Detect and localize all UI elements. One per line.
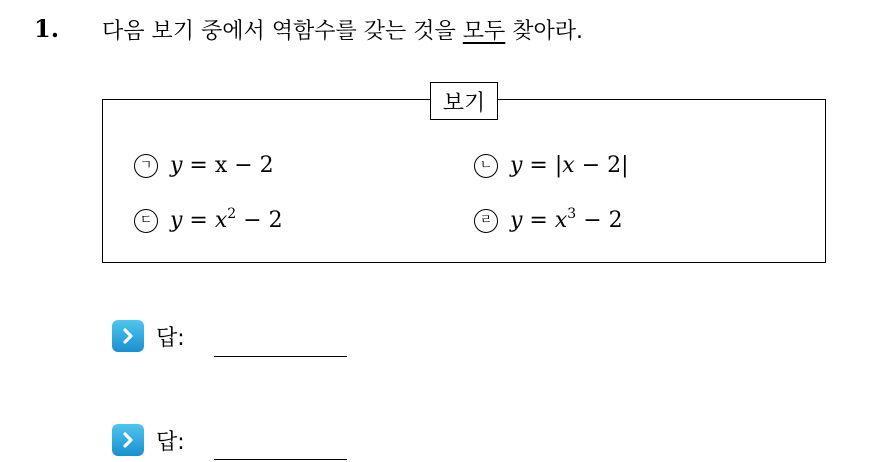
choice-a	[134, 153, 274, 178]
choice-c	[134, 208, 283, 233]
circled-marker-b: ㄴ	[474, 154, 498, 178]
formula-c-lhs: y	[170, 208, 183, 233]
formula-d-eq: =	[522, 208, 555, 233]
formula-d-var: x	[554, 208, 568, 233]
answer-row-1	[112, 320, 185, 352]
formula-a-lhs: y	[170, 153, 183, 178]
formula-a-eq: =	[182, 153, 215, 178]
formula-b	[510, 153, 629, 178]
bogi-box	[102, 99, 826, 263]
answer-label-1: 답:	[156, 325, 185, 351]
formula-b-var: x	[562, 153, 575, 178]
formula-a	[170, 153, 274, 178]
answer-blank-1[interactable]	[214, 356, 347, 357]
formula-d	[510, 208, 623, 233]
formula-b-eq: =	[522, 153, 555, 178]
circled-marker-d: ㄹ	[474, 209, 498, 233]
formula-a-body: x − 2	[214, 153, 274, 178]
answer-label-2: 답:	[156, 429, 185, 455]
formula-c-eq: =	[182, 208, 215, 233]
question-text-after: 찾아라.	[505, 19, 584, 44]
bogi-title: 보기	[430, 82, 498, 120]
formula-c	[170, 208, 283, 233]
answer-blank-2[interactable]	[214, 459, 347, 460]
question-number: 1.	[34, 14, 60, 43]
circled-marker-a: ㄱ	[134, 154, 158, 178]
answer-row-2	[112, 424, 185, 456]
choice-d	[474, 208, 623, 233]
formula-d-exp: 3	[567, 206, 577, 222]
formula-d-tail: − 2	[576, 208, 623, 233]
formula-c-exp: 2	[227, 206, 237, 222]
formula-d-lhs: y	[510, 208, 523, 233]
question-text	[102, 14, 583, 45]
formula-b-lhs: y	[510, 153, 523, 178]
question-text-before: 다음 보기 중에서 역함수를 갖는 것을	[102, 19, 463, 44]
formula-b-suffix: − 2|	[574, 153, 629, 178]
question-text-underlined: 모두	[462, 19, 506, 44]
chevron-right-icon	[112, 320, 144, 352]
formula-b-prefix: |	[554, 153, 563, 178]
circled-marker-c: ㄷ	[134, 209, 158, 233]
chevron-right-icon	[112, 424, 144, 456]
formula-c-tail: − 2	[236, 208, 283, 233]
formula-c-var: x	[214, 208, 228, 233]
choice-b	[474, 153, 629, 178]
